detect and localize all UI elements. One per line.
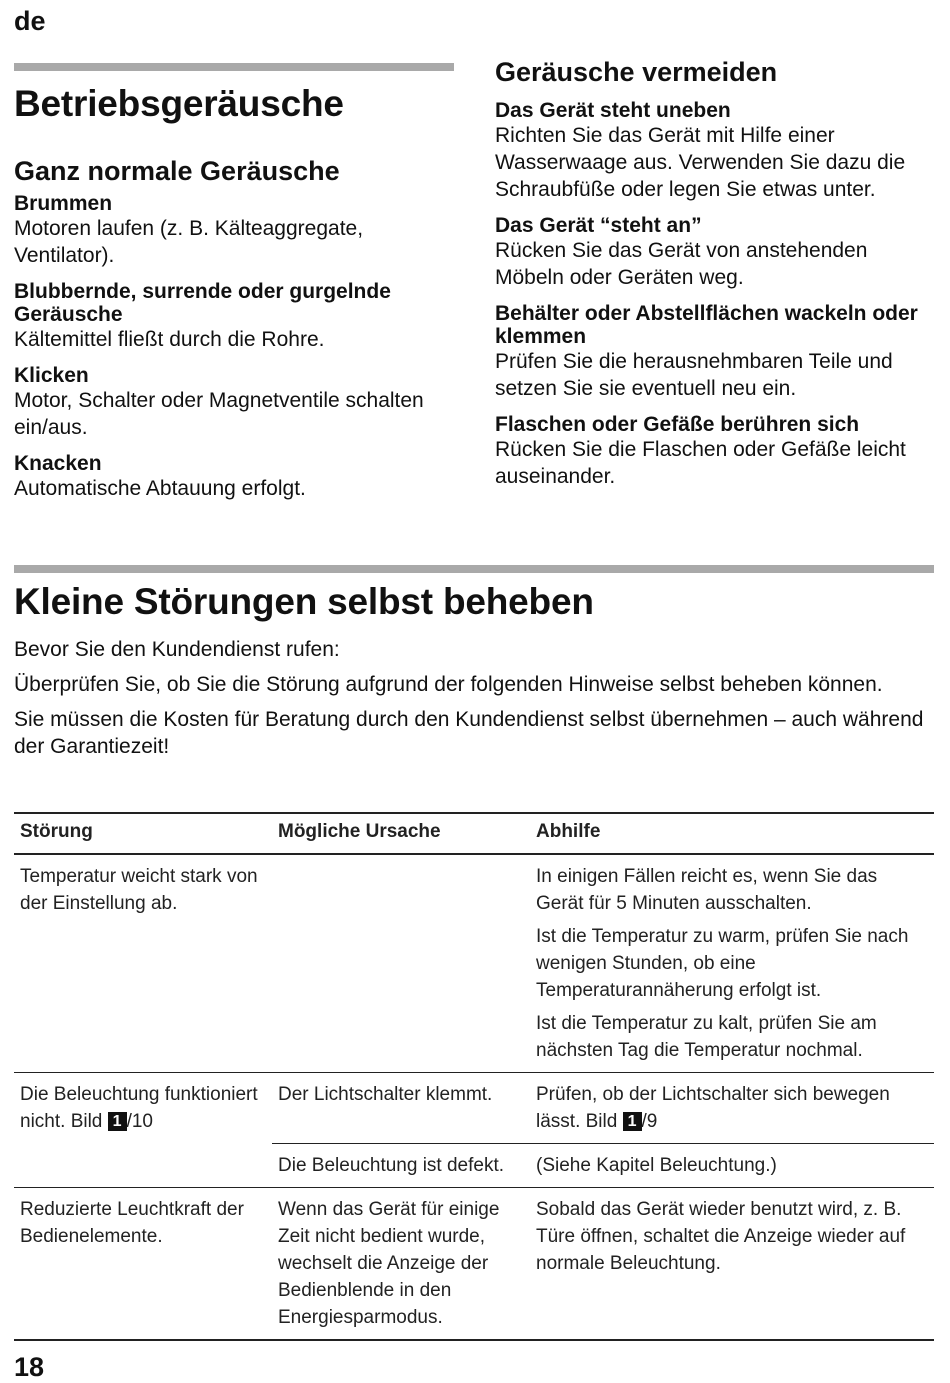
section-title: Betriebsgeräusche xyxy=(14,83,344,124)
table-row xyxy=(14,854,934,1073)
remedy-text: Ist die Temperatur zu kalt, prüfen Sie am nächsten Tag die Temperatur nochmal. xyxy=(536,1013,877,1061)
noise-item-title: Knacken xyxy=(14,452,102,475)
avoid-item xyxy=(495,413,940,490)
problem-cell xyxy=(14,1073,272,1188)
avoid-item-text: Rücken Sie das Gerät von anstehenden Möbeln oder Geräten weg. xyxy=(495,239,868,289)
remedy-cell: (Siehe Kapitel Beleuchtung.) xyxy=(530,1144,934,1188)
avoid-item-text: Prüfen Sie die herausnehmbaren Teile und setzen Sie sie eventuell neu ein. xyxy=(495,350,893,400)
avoid-item-title: Flaschen oder Gefäße berühren sich xyxy=(495,413,860,436)
language-label: de xyxy=(14,6,46,36)
noise-item xyxy=(14,364,454,441)
table-row xyxy=(14,1073,934,1144)
section-subtitle: Ganz normale Geräusche xyxy=(14,156,340,186)
noise-item-title: Brummen xyxy=(14,192,113,215)
troubleshooting-table xyxy=(14,812,934,1341)
column-header-problem: Störung xyxy=(14,813,272,854)
noise-item xyxy=(14,280,454,353)
noise-item-text: Kältemittel fließt durch die Rohre. xyxy=(14,328,325,351)
avoid-item-title: Das Gerät “steht an” xyxy=(495,214,702,237)
avoid-item-title: Behälter oder Abstellflächen wackeln oder klemmen xyxy=(495,302,918,348)
section-rule xyxy=(14,565,934,573)
troubleshooting-section xyxy=(14,580,934,768)
avoid-item-text: Rücken Sie die Flaschen oder Gefäße leicht auseinander. xyxy=(495,438,906,488)
page-number: 18 xyxy=(14,1352,45,1382)
figure-ref: /10 xyxy=(126,1111,153,1132)
problem-cell: Reduzierte Leuchtkraft der Bedienelemente. xyxy=(14,1188,272,1341)
noise-item xyxy=(14,192,454,269)
cause-cell: Die Beleuchtung ist defekt. xyxy=(272,1144,530,1188)
table-header-row xyxy=(14,813,934,854)
avoid-item xyxy=(495,99,940,203)
remedy-cell: Sobald das Gerät wieder benutzt wird, z. B. Türe öffnen, schaltet die Anzeige wieder auf normale Beleuchtung. xyxy=(530,1188,934,1341)
avoid-noises-section xyxy=(495,55,940,501)
noise-item-title: Blubbernde, surrende oder gurgelnde Geräusche xyxy=(14,280,391,326)
remedy-cell xyxy=(530,854,934,1073)
section-subtitle: Geräusche vermeiden xyxy=(495,57,778,87)
avoid-item-text: Richten Sie das Gerät mit Hilfe einer Wasserwaage aus. Verwenden Sie dazu die Schraubfüße oder legen Sie etwas unter. xyxy=(495,124,906,201)
avoid-item xyxy=(495,302,940,402)
intro-paragraph: Sie müssen die Kosten für Beratung durch den Kundendienst selbst übernehmen – auch während der Garantiezeit! xyxy=(14,708,924,758)
section-rule xyxy=(14,63,454,71)
table-row xyxy=(14,1188,934,1341)
figure-ref: /9 xyxy=(641,1111,658,1132)
remedy-cell xyxy=(530,1073,934,1144)
cause-cell: Der Lichtschalter klemmt. xyxy=(278,1084,493,1105)
operating-noises-section xyxy=(14,82,454,513)
remedy-text: Prüfen, ob der Lichtschalter sich bewegen lässt. Bild xyxy=(536,1084,890,1132)
problem-text: Die Beleuchtung funktioniert nicht. Bild xyxy=(20,1084,258,1132)
remedy-text: Ist die Temperatur zu warm, prüfen Sie nach wenigen Stunden, ob eine Temperaturannäherung erfolgt ist. xyxy=(536,926,909,1001)
figure-badge: 1 xyxy=(623,1112,642,1131)
cause-cell xyxy=(272,854,530,1073)
problem-cell: Temperatur weicht stark von der Einstellung ab. xyxy=(14,854,272,1073)
section-title: Kleine Störungen selbst beheben xyxy=(14,581,594,622)
noise-item-title: Klicken xyxy=(14,364,89,387)
intro-paragraph: Überprüfen Sie, ob Sie die Störung aufgrund der folgenden Hinweise selbst beheben können. xyxy=(14,673,883,696)
remedy-text: In einigen Fällen reicht es, wenn Sie das Gerät für 5 Minuten ausschalten. xyxy=(536,866,878,914)
noise-item xyxy=(14,452,454,502)
avoid-item-title: Das Gerät steht uneben xyxy=(495,99,731,122)
column-header-cause: Mögliche Ursache xyxy=(272,813,530,854)
column-header-remedy: Abhilfe xyxy=(530,813,934,854)
noise-item-text: Motor, Schalter oder Magnetventile schalten ein/aus. xyxy=(14,389,424,439)
figure-badge: 1 xyxy=(108,1112,127,1131)
noise-item-text: Motoren laufen (z. B. Kälteaggregate, Ventilator). xyxy=(14,217,364,267)
noise-item-text: Automatische Abtauung erfolgt. xyxy=(14,477,306,500)
avoid-item xyxy=(495,214,940,291)
cause-cell: Wenn das Gerät für einige Zeit nicht bedient wurde, wechselt die Anzeige der Bedienblende in den Energiesparmodus. xyxy=(272,1188,530,1341)
intro-paragraph: Bevor Sie den Kundendienst rufen: xyxy=(14,638,340,661)
